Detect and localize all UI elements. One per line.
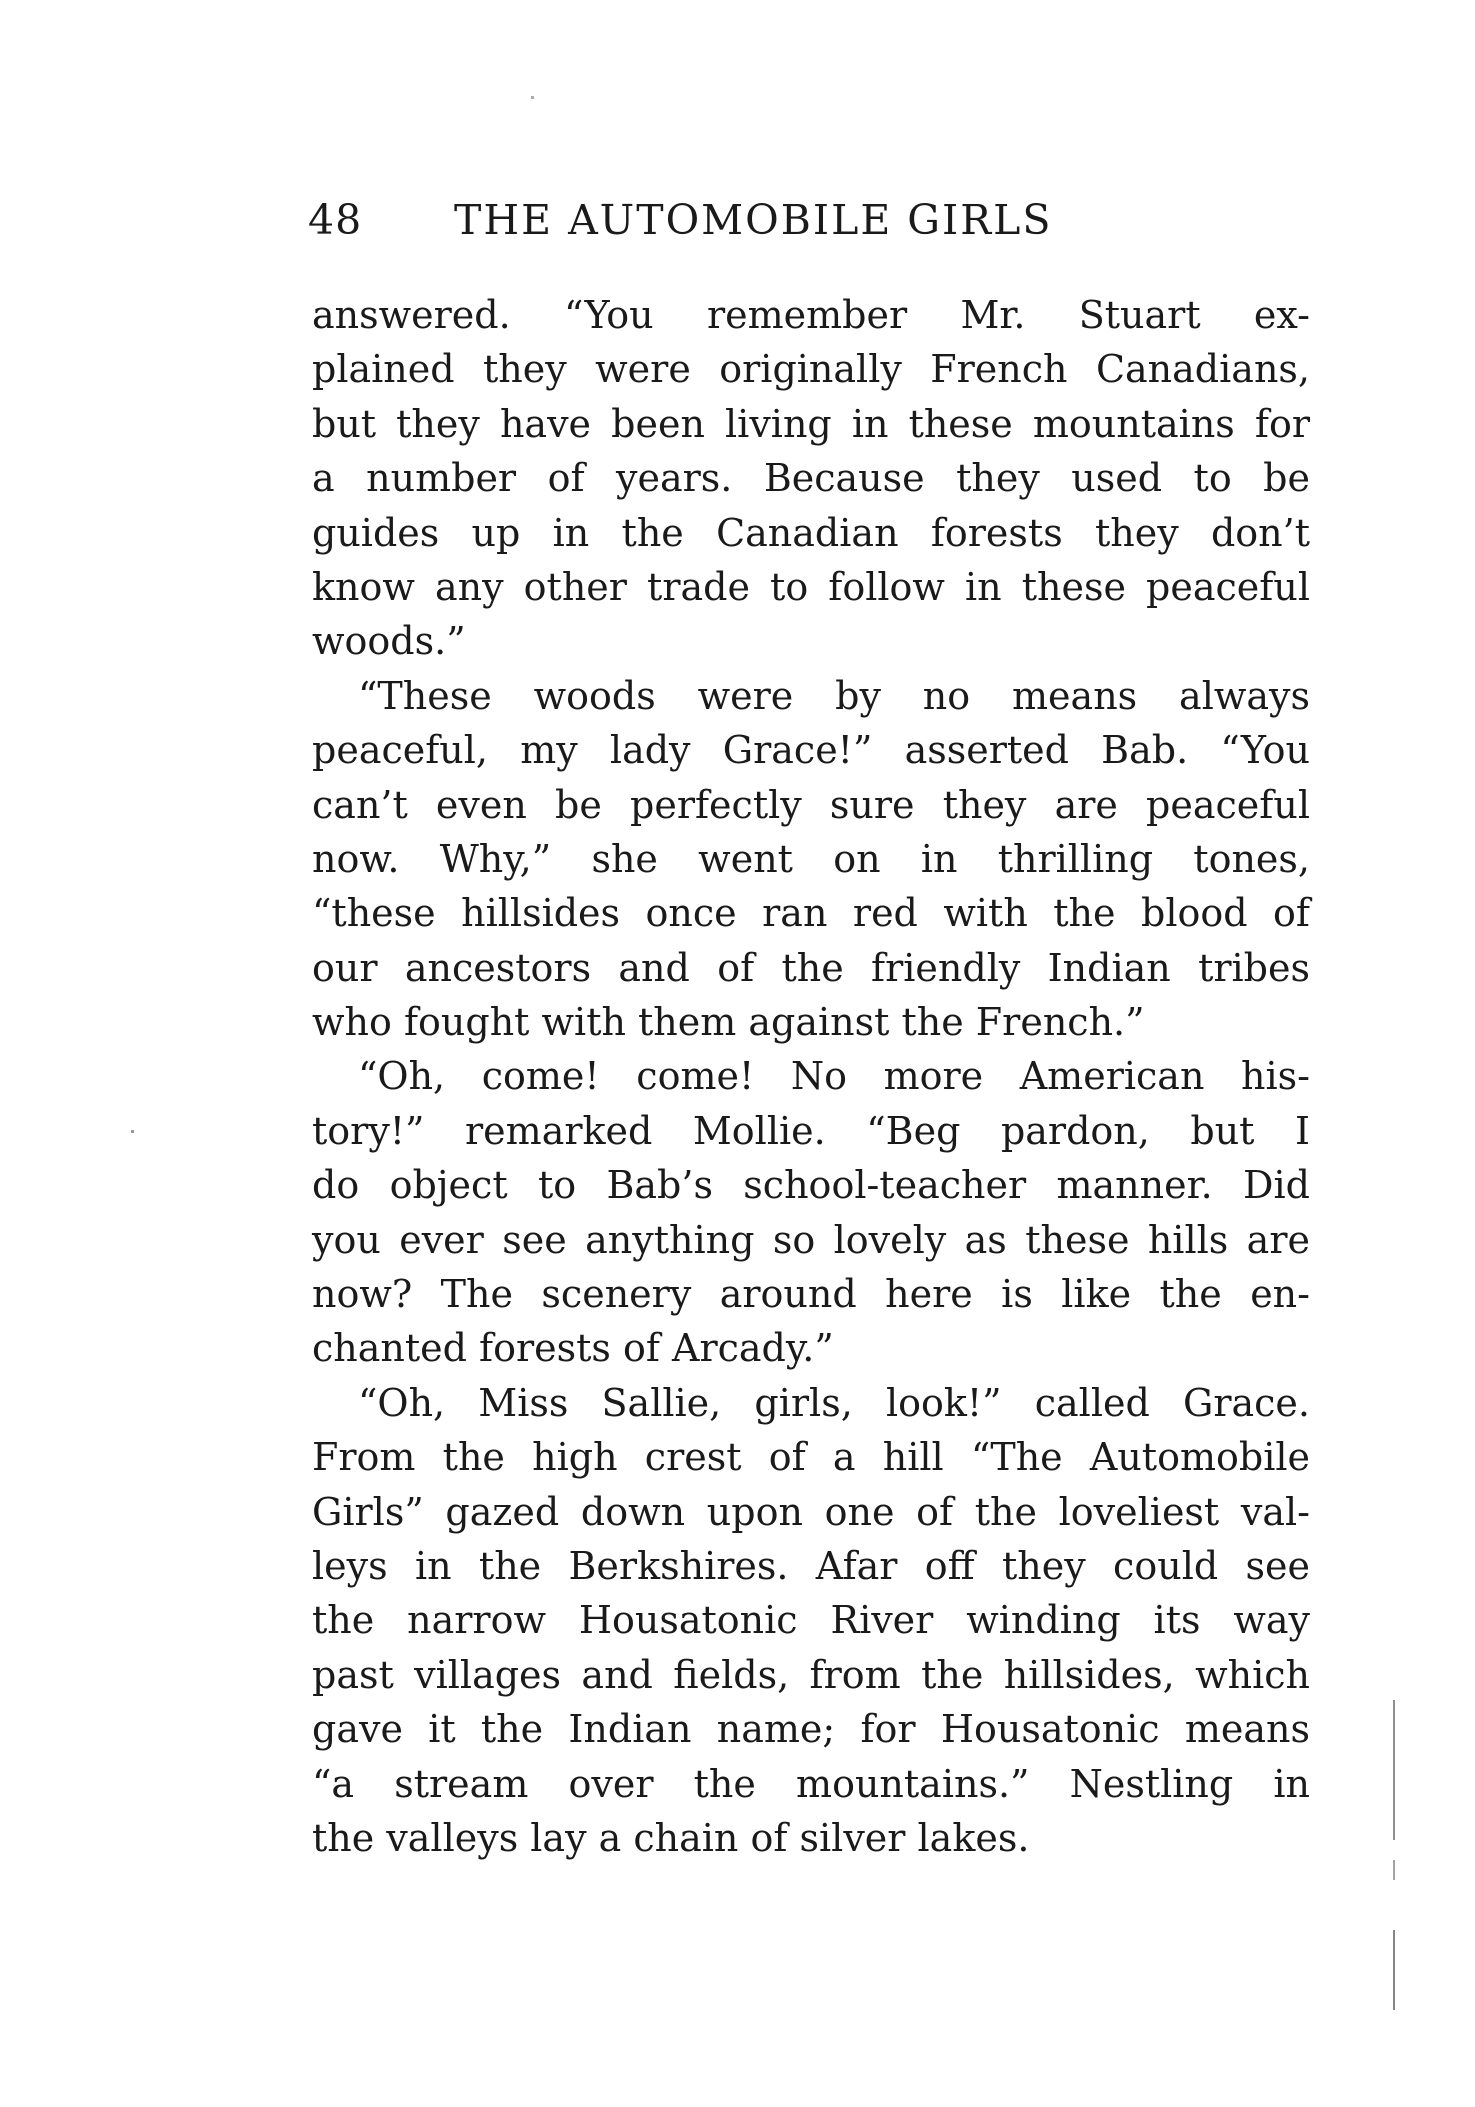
text-line: do object to Bab’s school-teacher manner. Did (312, 1163, 1310, 1208)
text-line: “Oh, come! come! No more American his- (358, 1054, 1310, 1099)
text-line: now? The scenery around here is like the en- (312, 1272, 1310, 1317)
body-text (312, 288, 1310, 1865)
page-number: 48 (308, 196, 363, 244)
text-line: our ancestors and of the friendly Indian tribes (312, 945, 1310, 990)
text-line: peaceful, my lady Grace!” asserted Bab. “You (312, 728, 1310, 773)
page-header (308, 190, 1308, 250)
text-line: Girls” gazed down upon one of the loveliest val- (312, 1489, 1310, 1534)
text-line: who fought with them against the French.” (312, 1000, 1145, 1045)
text-line: “these hillsides once ran red with the blood of (312, 891, 1310, 936)
text-line: now. Why,” she went on in thrilling tones, (312, 836, 1310, 881)
text-line: From the high crest of a hill “The Automobile (312, 1435, 1310, 1480)
scan-artifact (131, 1130, 134, 1133)
running-title: THE AUTOMOBILE GIRLS (454, 196, 1053, 244)
text-line: gave it the Indian name; for Housatonic means (312, 1707, 1310, 1752)
text-line: “Oh, Miss Sallie, girls, look!” called Grace. (358, 1380, 1310, 1425)
text-line: know any other trade to follow in these peaceful (312, 564, 1310, 609)
text-line: plained they were originally French Canadians, (312, 347, 1310, 392)
scan-artifact (531, 96, 534, 99)
text-line: the narrow Housatonic River winding its way (312, 1598, 1310, 1643)
text-line: answered. “You remember Mr. Stuart ex- (312, 293, 1310, 337)
text-line: but they have been living in these mountains for (312, 401, 1310, 446)
text-line: you ever see anything so lovely as these hills are (312, 1217, 1310, 1262)
text-line: guides up in the Canadian forests they don’t (312, 510, 1310, 555)
text-line: “These woods were by no means always (358, 673, 1310, 718)
text-line: tory!” remarked Mollie. “Beg pardon, but I (312, 1108, 1310, 1153)
scan-artifact (1393, 1860, 1395, 1880)
text-line: the valleys lay a chain of silver lakes. (312, 1815, 1030, 1860)
text-line: “a stream over the mountains.” Nestling in (312, 1761, 1310, 1806)
text-line: woods.” (312, 619, 466, 664)
scan-artifact (1393, 1930, 1395, 2010)
text-line: a number of years. Because they used to be (312, 456, 1310, 501)
text-line: leys in the Berkshires. Afar off they could see (312, 1543, 1310, 1588)
text-line: chanted forests of Arcady.” (312, 1326, 834, 1371)
scan-artifact (1393, 1700, 1395, 1840)
text-line: can’t even be perfectly sure they are peaceful (312, 782, 1310, 827)
text-line: past villages and fields, from the hillsides, which (312, 1652, 1310, 1697)
